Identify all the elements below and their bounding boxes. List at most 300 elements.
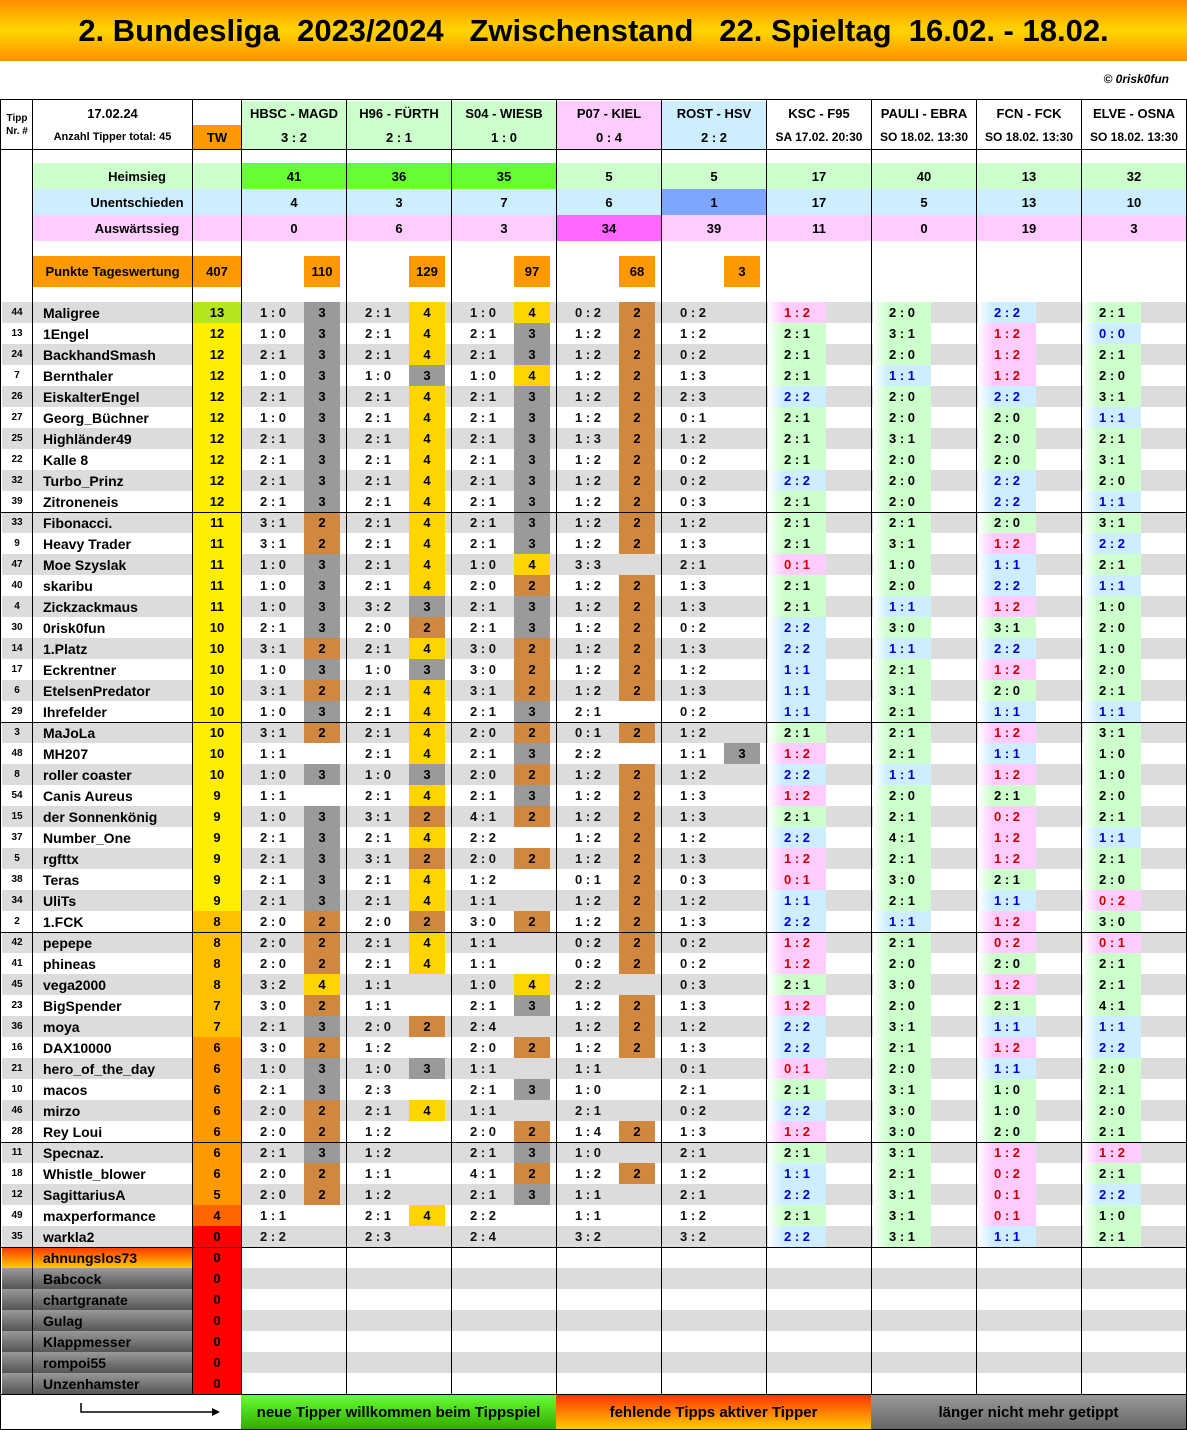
player-rank: 29 (2, 701, 32, 722)
tip-cell (347, 1310, 451, 1331)
tip-pad (872, 827, 873, 848)
tip-score: 1 : 2 (557, 638, 619, 659)
tip-open: 1 : 2 (978, 827, 1036, 848)
tip-pad (977, 659, 978, 680)
tip-pad (826, 1079, 871, 1100)
player-total: 9 (193, 848, 241, 869)
stat-value: 13 (977, 163, 1081, 189)
tip-points: 4 (409, 449, 445, 470)
tip-pad (767, 890, 768, 911)
player-name: rompoi55 (2, 1352, 192, 1373)
tip-score: 2 : 2 (242, 1226, 304, 1247)
tip-points: 2 (304, 1163, 340, 1184)
tip-score: 1 : 1 (452, 932, 514, 953)
tip-open: 2 : 1 (768, 449, 826, 470)
tip-points (514, 1058, 550, 1079)
tip-score: 2 : 1 (452, 617, 514, 638)
tip-open: 2 : 1 (1083, 806, 1141, 827)
player-rank: 38 (2, 869, 32, 890)
player-name: Canis Aureus (33, 785, 192, 806)
stat-value: 5 (557, 163, 661, 189)
tip-pad (1082, 512, 1083, 533)
tip-score: 3 : 1 (242, 680, 304, 701)
match-header: HBSC - MAGD (242, 101, 346, 125)
tip-points: 2 (619, 344, 655, 365)
player-rank: 22 (2, 449, 32, 470)
tip-pad (826, 533, 871, 554)
tip-score: 1 : 1 (662, 743, 724, 764)
tip-pad (1082, 785, 1083, 806)
tip-pad (1082, 491, 1083, 512)
tip-score: 1 : 0 (347, 1058, 409, 1079)
tip-pad (1082, 1184, 1083, 1205)
tip-points (409, 1037, 445, 1058)
tip-points (724, 932, 760, 953)
tip-open: 2 : 1 (978, 785, 1036, 806)
player-total: 9 (193, 890, 241, 911)
tip-pad (1036, 1163, 1081, 1184)
player-total: 13 (193, 302, 241, 323)
tip-cell (977, 1289, 1081, 1310)
tip-pad (931, 323, 976, 344)
tip-pad (826, 512, 871, 533)
tip-score: 1 : 2 (557, 386, 619, 407)
tip-score: 1 : 2 (452, 869, 514, 890)
tip-open: 2 : 1 (768, 1205, 826, 1226)
tip-pad (767, 554, 768, 575)
tip-cell (872, 1373, 976, 1394)
tip-points (409, 974, 445, 995)
tip-score: 1 : 2 (557, 848, 619, 869)
tip-pad (1141, 1163, 1186, 1184)
tip-pad (1141, 512, 1186, 533)
tip-points (724, 638, 760, 659)
tip-points: 4 (409, 932, 445, 953)
legend-inactive: länger nicht mehr getippt (871, 1395, 1186, 1429)
tip-pad (1082, 1079, 1083, 1100)
stat-value: 4 (242, 189, 346, 215)
tip-pad (767, 848, 768, 869)
tip-pad (931, 890, 976, 911)
tip-pad (931, 659, 976, 680)
tip-points: 3 (304, 470, 340, 491)
tip-points (514, 1226, 550, 1247)
tip-open: 2 : 1 (768, 575, 826, 596)
tip-pad (872, 806, 873, 827)
tip-open: 2 : 0 (1083, 785, 1141, 806)
player-name: rgfttx (33, 848, 192, 869)
tip-open: 2 : 2 (768, 827, 826, 848)
tip-pad (872, 1226, 873, 1247)
tip-cell (1082, 1247, 1186, 1268)
tip-pad (1141, 1037, 1186, 1058)
tip-cell (662, 1289, 766, 1310)
tip-score: 2 : 1 (242, 1079, 304, 1100)
tip-points: 4 (409, 953, 445, 974)
tip-pad (872, 1205, 873, 1226)
grid-line (346, 99, 347, 1394)
tip-pad (1082, 1016, 1083, 1037)
stat-value: 5 (662, 163, 766, 189)
tip-open: 3 : 1 (873, 1142, 931, 1163)
tip-score: 2 : 1 (242, 470, 304, 491)
tip-pad (1141, 365, 1186, 386)
tip-pad (767, 827, 768, 848)
tip-points (409, 1079, 445, 1100)
tip-open: 2 : 0 (873, 344, 931, 365)
tip-open: 2 : 0 (873, 995, 931, 1016)
tip-pad (1082, 743, 1083, 764)
player-total: 0 (193, 1373, 241, 1394)
tip-pad (977, 932, 978, 953)
player-total: 8 (193, 974, 241, 995)
tip-score: 3 : 2 (242, 974, 304, 995)
tip-score: 1 : 2 (662, 722, 724, 743)
tip-score: 1 : 2 (557, 407, 619, 428)
tip-cell (977, 1373, 1081, 1394)
tip-open: 3 : 1 (978, 617, 1036, 638)
player-rank: 4 (2, 596, 32, 617)
tip-pad (1036, 617, 1081, 638)
tip-pad (1141, 638, 1186, 659)
tip-pad (1082, 806, 1083, 827)
tip-open: 2 : 2 (978, 638, 1036, 659)
tip-score: 1 : 1 (557, 1205, 619, 1226)
tip-score: 1 : 2 (557, 827, 619, 848)
match-header: H96 - FÜRTH (347, 101, 451, 125)
player-total: 4 (193, 1205, 241, 1226)
tip-score: 2 : 1 (242, 386, 304, 407)
tip-score: 2 : 1 (242, 617, 304, 638)
tip-pad (767, 995, 768, 1016)
tip-score: 1 : 2 (662, 1016, 724, 1037)
player-name: Moe Szyslak (33, 554, 192, 575)
tip-pad (767, 1184, 768, 1205)
tip-points (724, 449, 760, 470)
tip-pad (872, 701, 873, 722)
tip-points: 3 (304, 365, 340, 386)
tip-points: 3 (514, 701, 550, 722)
tip-pad (977, 995, 978, 1016)
tip-points: 2 (304, 680, 340, 701)
tip-open: 2 : 1 (1083, 302, 1141, 323)
player-name: DAX10000 (33, 1037, 192, 1058)
tip-pad (977, 974, 978, 995)
tip-score: 2 : 3 (347, 1079, 409, 1100)
tip-score: 2 : 1 (452, 512, 514, 533)
tip-pad (826, 659, 871, 680)
tip-pad (977, 722, 978, 743)
player-name: UliTs (33, 890, 192, 911)
arrow-icon (80, 1403, 220, 1417)
tip-pad (1036, 806, 1081, 827)
tip-open: 2 : 0 (978, 953, 1036, 974)
tip-pad (931, 995, 976, 1016)
tip-pad (1141, 743, 1186, 764)
tip-open: 1 : 1 (768, 1163, 826, 1184)
stat-value: 3 (1082, 215, 1186, 241)
tip-pad (977, 1163, 978, 1184)
tip-score: 1 : 3 (662, 1121, 724, 1142)
tip-pad (1082, 701, 1083, 722)
tip-open: 2 : 0 (873, 575, 931, 596)
tip-score: 1 : 1 (557, 1184, 619, 1205)
tip-open: 2 : 1 (1083, 428, 1141, 449)
tip-pad (1082, 1100, 1083, 1121)
player-rank: 39 (2, 491, 32, 512)
tip-pad (931, 953, 976, 974)
grid-line (241, 99, 242, 1394)
player-total: 7 (193, 995, 241, 1016)
tip-score: 3 : 0 (242, 1037, 304, 1058)
tipp-nr-header: Tipp Nr. # (6, 113, 28, 137)
tip-pad (872, 953, 873, 974)
tip-open: 2 : 1 (873, 1037, 931, 1058)
player-total: 12 (193, 491, 241, 512)
player-name: skaribu (33, 575, 192, 596)
tip-pad (767, 386, 768, 407)
stat-value: 5 (872, 189, 976, 215)
tip-pad (826, 785, 871, 806)
player-total: 6 (193, 1142, 241, 1163)
tip-pad (977, 638, 978, 659)
tip-score: 1 : 1 (557, 1058, 619, 1079)
tip-pad (977, 1037, 978, 1058)
tip-cell (767, 1331, 871, 1352)
tip-open: 2 : 1 (978, 869, 1036, 890)
tip-open: 2 : 1 (978, 995, 1036, 1016)
player-total: 8 (193, 953, 241, 974)
tip-open: 2 : 1 (768, 491, 826, 512)
tip-pad (1082, 323, 1083, 344)
tip-pad (826, 890, 871, 911)
tip-pad (1082, 344, 1083, 365)
tip-score: 1 : 3 (662, 596, 724, 617)
tip-pad (872, 638, 873, 659)
tip-score: 2 : 1 (347, 680, 409, 701)
tip-score: 0 : 3 (662, 974, 724, 995)
tip-pad (1141, 1205, 1186, 1226)
tip-pad (1141, 575, 1186, 596)
tip-points: 2 (514, 1037, 550, 1058)
tip-open: 2 : 2 (768, 911, 826, 932)
tip-points: 2 (619, 869, 655, 890)
grid-line (0, 932, 1187, 933)
tip-points (724, 1163, 760, 1184)
tip-pad (826, 806, 871, 827)
tip-open: 2 : 1 (1083, 1226, 1141, 1247)
tip-pad (826, 596, 871, 617)
tip-open: 1 : 1 (873, 638, 931, 659)
tip-score: 1 : 2 (557, 890, 619, 911)
tip-cell (662, 1247, 766, 1268)
tip-pad (977, 680, 978, 701)
tip-score: 3 : 0 (452, 638, 514, 659)
tip-cell (557, 1247, 661, 1268)
tip-score: 2 : 1 (347, 890, 409, 911)
player-name: Number_One (33, 827, 192, 848)
player-total: 8 (193, 932, 241, 953)
tip-points (619, 974, 655, 995)
tip-cell (452, 1268, 556, 1289)
tip-open: 1 : 1 (1083, 701, 1141, 722)
tip-pad (767, 1100, 768, 1121)
tageswertung-label: Punkte Tageswertung (33, 256, 192, 287)
tip-pad (1036, 1226, 1081, 1247)
tip-pad (826, 344, 871, 365)
stat-value: 1 (662, 189, 766, 215)
player-total: 9 (193, 827, 241, 848)
tip-points (724, 1079, 760, 1100)
tip-points: 4 (409, 638, 445, 659)
tip-points (724, 974, 760, 995)
tip-open: 2 : 0 (873, 407, 931, 428)
tip-pad (931, 1226, 976, 1247)
tip-points: 2 (514, 848, 550, 869)
tip-points: 3 (514, 1142, 550, 1163)
tip-pad (826, 974, 871, 995)
player-name: Georg_Büchner (33, 407, 192, 428)
tip-open: 3 : 0 (873, 1121, 931, 1142)
tip-score: 2 : 0 (242, 932, 304, 953)
tip-score: 0 : 2 (662, 932, 724, 953)
tip-points: 3 (514, 491, 550, 512)
tip-cell (767, 1247, 871, 1268)
tip-score: 2 : 1 (347, 638, 409, 659)
tip-open: 3 : 0 (873, 869, 931, 890)
tip-score: 1 : 0 (557, 1079, 619, 1100)
tip-score: 1 : 2 (662, 659, 724, 680)
tip-points: 3 (304, 554, 340, 575)
tip-open: 2 : 2 (978, 386, 1036, 407)
player-rank: 33 (2, 512, 32, 533)
tip-score: 2 : 1 (662, 1184, 724, 1205)
tip-cell (347, 1352, 451, 1373)
tip-pad (872, 785, 873, 806)
tip-open: 4 : 1 (1083, 995, 1141, 1016)
tip-pad (1082, 1142, 1083, 1163)
player-name: maxperformance (33, 1205, 192, 1226)
tip-points: 3 (304, 701, 340, 722)
tip-pad (826, 386, 871, 407)
tip-pad (1036, 344, 1081, 365)
tip-points (724, 1142, 760, 1163)
tip-score: 2 : 2 (557, 974, 619, 995)
tip-pad (826, 1163, 871, 1184)
tip-score: 1 : 2 (662, 323, 724, 344)
tip-pad (826, 1058, 871, 1079)
tip-pad (1082, 1226, 1083, 1247)
tip-pad (767, 932, 768, 953)
tip-pad (977, 1100, 978, 1121)
tip-score: 1 : 0 (347, 764, 409, 785)
tip-cell (242, 1352, 346, 1373)
tip-score: 2 : 1 (242, 869, 304, 890)
player-total: 12 (193, 470, 241, 491)
player-total: 12 (193, 344, 241, 365)
tip-pad (1082, 911, 1083, 932)
stat-value: 3 (347, 189, 451, 215)
tip-open: 2 : 0 (1083, 617, 1141, 638)
tip-pad (977, 1142, 978, 1163)
tip-points: 2 (304, 932, 340, 953)
tip-score: 2 : 1 (242, 890, 304, 911)
tip-points: 4 (409, 407, 445, 428)
tip-cell (767, 1373, 871, 1394)
tip-open: 2 : 2 (978, 491, 1036, 512)
tip-pad (1141, 911, 1186, 932)
tip-open: 2 : 0 (978, 449, 1036, 470)
tip-score: 2 : 1 (452, 407, 514, 428)
tip-pad (977, 869, 978, 890)
tip-pad (1036, 638, 1081, 659)
tip-open: 2 : 2 (768, 638, 826, 659)
tip-pad (1036, 596, 1081, 617)
tip-score: 1 : 2 (557, 806, 619, 827)
tip-open: 1 : 1 (978, 554, 1036, 575)
grid-line (1081, 99, 1082, 1394)
tip-pad (1036, 491, 1081, 512)
tip-points: 2 (514, 680, 550, 701)
player-name: mirzo (33, 1100, 192, 1121)
tip-pad (872, 1163, 873, 1184)
tip-points: 3 (514, 323, 550, 344)
tip-score: 1 : 2 (557, 470, 619, 491)
tip-pad (977, 575, 978, 596)
player-name: warkla2 (33, 1226, 192, 1247)
tip-pad (931, 806, 976, 827)
tip-pad (977, 344, 978, 365)
player-name: BackhandSmash (33, 344, 192, 365)
tip-score: 1 : 0 (242, 575, 304, 596)
tip-score: 0 : 2 (662, 1100, 724, 1121)
standings-table (0, 99, 1187, 1430)
tip-open: 1 : 2 (768, 1121, 826, 1142)
stat-value: 3 (452, 215, 556, 241)
tip-points: 2 (409, 1016, 445, 1037)
tip-score: 1 : 2 (557, 659, 619, 680)
tip-pad (1036, 1205, 1081, 1226)
tip-open: 1 : 2 (978, 323, 1036, 344)
tip-pad (931, 869, 976, 890)
tip-open: 2 : 1 (1083, 974, 1141, 995)
tip-open: 2 : 0 (873, 470, 931, 491)
player-name: Turbo_Prinz (33, 470, 192, 491)
player-rank: 13 (2, 323, 32, 344)
tip-points (304, 743, 340, 764)
tip-points: 3 (304, 302, 340, 323)
tip-pad (826, 1226, 871, 1247)
player-total: 12 (193, 365, 241, 386)
tip-points (619, 1058, 655, 1079)
tip-pad (872, 1037, 873, 1058)
tip-score: 2 : 1 (452, 491, 514, 512)
tip-score: 1 : 1 (242, 743, 304, 764)
tip-pad (931, 827, 976, 848)
player-rank: 25 (2, 428, 32, 449)
tip-score: 1 : 2 (557, 596, 619, 617)
tip-pad (931, 470, 976, 491)
tip-points: 2 (619, 386, 655, 407)
tip-score: 1 : 2 (662, 890, 724, 911)
tip-points: 2 (514, 1163, 550, 1184)
stat-label: Unentschieden (33, 189, 241, 215)
tip-points (724, 1184, 760, 1205)
tip-open: 2 : 0 (1083, 1058, 1141, 1079)
legend-new-tipper: neue Tipper willkommen beim Tippspiel (241, 1395, 556, 1429)
player-total: 6 (193, 1079, 241, 1100)
tip-points: 2 (619, 491, 655, 512)
